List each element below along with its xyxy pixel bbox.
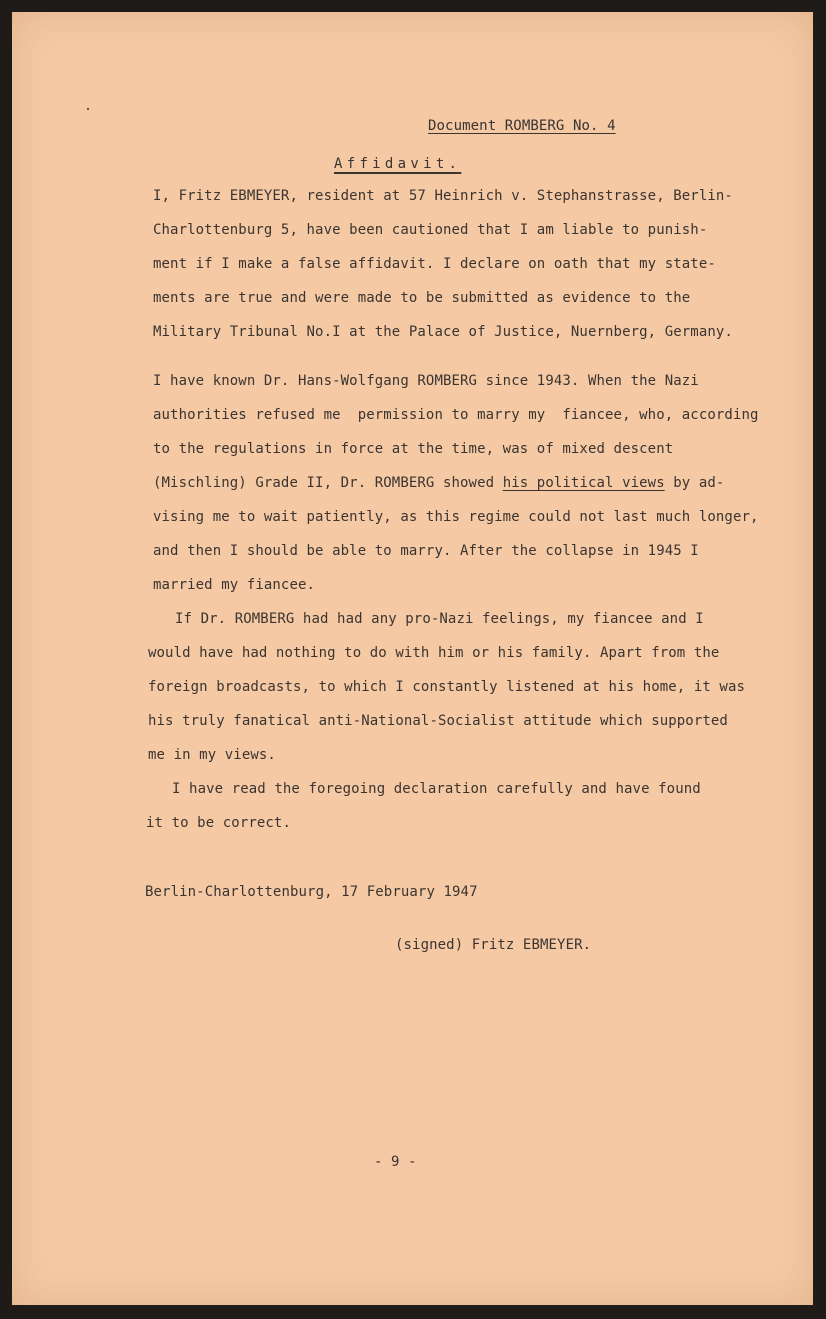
document-title: Affidavit.	[334, 156, 462, 172]
paragraph-4-line-1: I have read the foregoing declaration carefully and have found	[172, 781, 701, 797]
paragraph-3-line-1: If Dr. ROMBERG had had any pro-Nazi feelings, my fiancee and I	[175, 611, 704, 627]
paragraph-1-line-2: Charlottenburg 5, have been cautioned that I am liable to punish-	[153, 222, 708, 238]
paragraph-2-line-4-end: by ad-	[664, 475, 725, 491]
place-and-date: Berlin-Charlottenburg, 17 February 1947	[145, 884, 478, 900]
ink-speck	[87, 108, 89, 110]
paragraph-2-line-2: authorities refused me permission to marry my fiancee, who, according	[153, 407, 759, 423]
paragraph-4-line-2: it to be correct.	[146, 815, 291, 831]
paragraph-3-line-4: his truly fanatical anti-National-Socialist attitude which supported	[148, 713, 728, 729]
paragraph-2-line-4-start: (Mischling) Grade II, Dr. ROMBERG showed	[153, 475, 503, 491]
signature-line: (signed) Fritz EBMEYER.	[395, 937, 592, 953]
paragraph-2-line-7: married my fiancee.	[153, 577, 316, 593]
paragraph-3-line-2: would have had nothing to do with him or his family. Apart from the	[148, 645, 720, 661]
paragraph-2-line-4	[153, 475, 724, 491]
paragraph-1-line-4: ments are true and were made to be submitted as evidence to the	[153, 290, 691, 306]
paragraph-2-line-5: vising me to wait patiently, as this regime could not last much longer,	[153, 509, 759, 525]
paragraph-2-line-6: and then I should be able to marry. After the collapse in 1945 I	[153, 543, 699, 559]
paragraph-1-line-1: I, Fritz EBMEYER, resident at 57 Heinrich v. Stephanstrasse, Berlin-	[153, 188, 733, 204]
page-number: - 9 -	[374, 1154, 417, 1170]
paragraph-1-line-5: Military Tribunal No.I at the Palace of Justice, Nuernberg, Germany.	[153, 324, 733, 340]
paragraph-3-line-5: me in my views.	[148, 747, 276, 763]
paragraph-2-line-3: to the regulations in force at the time, was of mixed descent	[153, 441, 674, 457]
document-page	[12, 12, 813, 1305]
paragraph-3-line-3: foreign broadcasts, to which I constantly listened at his home, it was	[148, 679, 746, 695]
document-reference: Document ROMBERG No. 4	[428, 118, 616, 134]
paragraph-2-line-1: I have known Dr. Hans-Wolfgang ROMBERG since 1943. When the Nazi	[153, 373, 699, 389]
underlined-phrase: his political views	[502, 475, 665, 491]
paragraph-1-line-3: ment if I make a false affidavit. I declare on oath that my state-	[153, 256, 716, 272]
